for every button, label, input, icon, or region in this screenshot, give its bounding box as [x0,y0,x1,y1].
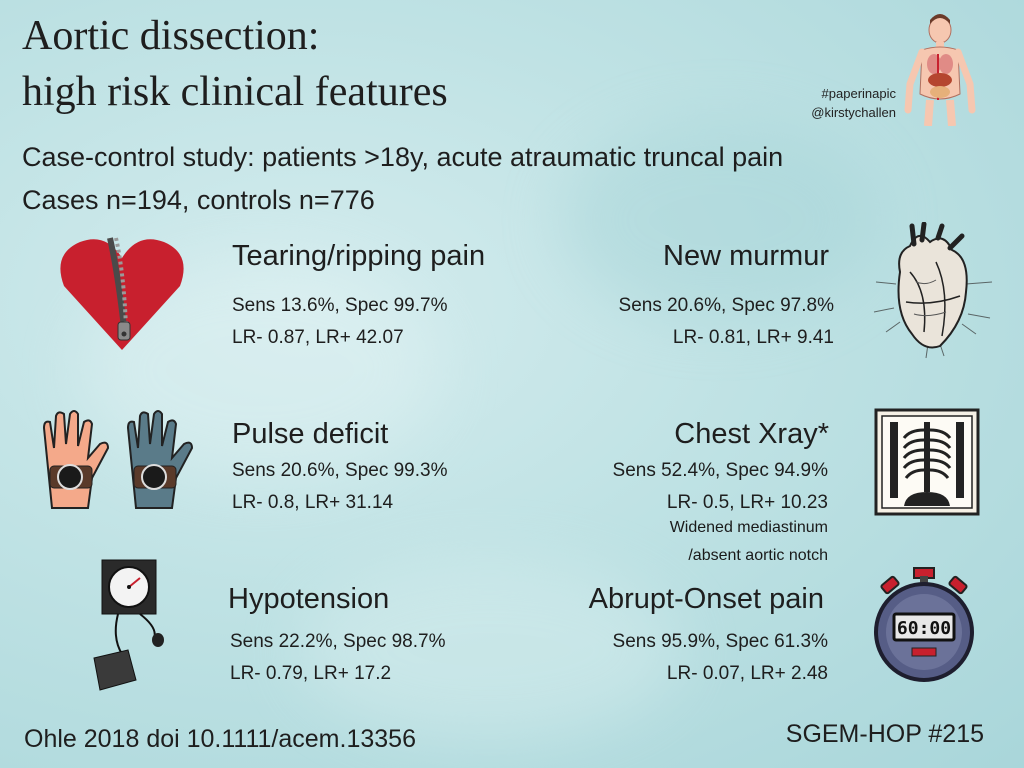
stopwatch-icon [872,566,976,686]
pulse-sens-spec: Sens 20.6%, Spec 99.3% [232,460,448,481]
title-line-2: high risk clinical features [22,69,448,115]
zipper-heart-icon [58,234,186,352]
feature-stats-hypotension [230,626,445,690]
feature-stats-abrupt [613,626,828,690]
blood-pressure-cuff-icon [88,558,184,692]
pulse-likelihood-ratios: LR- 0.8, LR+ 31.14 [232,492,394,513]
xray-footnote [670,514,828,570]
hands-watch-icon [38,408,208,512]
hypotension-sens-spec: Sens 22.2%, Spec 98.7% [230,631,446,652]
anatomy-figure-icon [900,14,980,126]
feature-title-pulse: Pulse deficit [232,418,389,450]
title-line-1: Aortic dissection: [22,13,320,59]
author-tags [811,84,896,122]
tearing-likelihood-ratios: LR- 0.87, LR+ 42.07 [232,327,404,348]
subtitle-sample-size: Cases n=194, controls n=776 [22,185,375,215]
anatomical-heart-icon [866,222,996,362]
tearing-sens-spec: Sens 13.6%, Spec 99.7% [232,295,448,316]
subtitle-study-design: Case-control study: patients >18y, acute atraumatic truncal pain [22,142,784,172]
twitter-handle: @kirstychallen [811,105,896,120]
feature-stats-tearing [232,290,447,354]
feature-stats-pulse [232,455,447,519]
episode-tag: SGEM-HOP #215 [785,720,984,748]
abrupt-sens-spec: Sens 95.9%, Spec 61.3% [612,631,828,652]
page-title [22,8,448,120]
feature-stats-murmur [619,290,834,354]
feature-title-tearing: Tearing/ripping pain [232,240,486,272]
feature-title-hypotension: Hypotension [228,583,390,615]
xray-likelihood-ratios: LR- 0.5, LR+ 10.23 [666,492,828,513]
citation: Ohle 2018 doi 10.1111/acem.13356 [24,725,416,753]
feature-title-abrupt: Abrupt-Onset pain [588,583,824,615]
xray-note-line-1: Widened mediastinum [669,519,828,536]
chest-xray-icon [874,408,980,516]
feature-title-murmur: New murmur [663,240,829,272]
feature-stats-xray [613,455,828,519]
xray-sens-spec: Sens 52.4%, Spec 94.9% [612,460,828,481]
xray-note-line-2: /absent aortic notch [688,547,828,564]
murmur-sens-spec: Sens 20.6%, Spec 97.8% [618,295,834,316]
hashtag: #paperinapic [821,86,896,101]
hypotension-likelihood-ratios: LR- 0.79, LR+ 17.2 [230,663,392,684]
feature-title-xray: Chest Xray* [674,418,829,450]
murmur-likelihood-ratios: LR- 0.81, LR+ 9.41 [672,327,834,348]
stopwatch-display: 60:00 [896,618,952,639]
abrupt-likelihood-ratios: LR- 0.07, LR+ 2.48 [666,663,828,684]
